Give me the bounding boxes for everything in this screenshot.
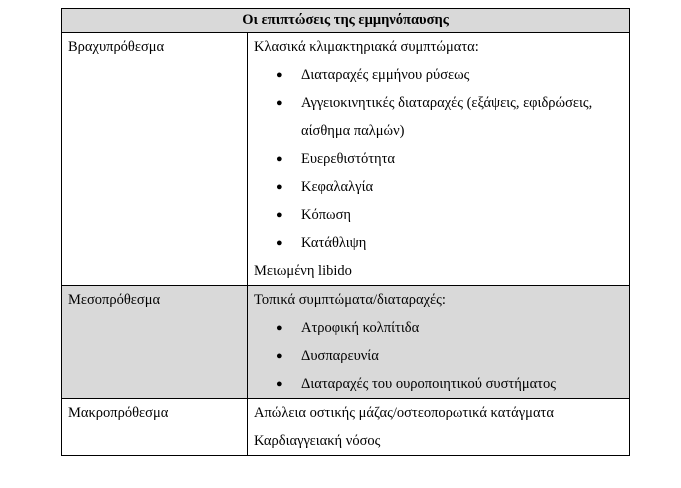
list-item [254,370,623,398]
bullet-icon: ● [276,350,283,362]
list-item-text: Κατάθλιψη [301,235,367,251]
term-cell: Βραχυπρόθεσμα [62,33,248,286]
term-cell: Μεσοπρόθεσμα [62,286,248,399]
table-row-short-term [62,33,630,286]
symptom-list [254,61,623,257]
list-item [254,201,623,229]
list-item [254,229,623,257]
table-row-mid-term [62,286,630,399]
list-item [254,314,623,342]
bullet-icon: ● [276,69,283,81]
description-line: Απώλεια οστικής μάζας/οστεοπορωτικά κατάγματα [254,405,554,421]
list-item [254,61,623,89]
description-cell [248,399,630,456]
menopause-effects-table [61,8,630,456]
list-item-text: Κόπωση [301,207,351,223]
list-item-text: Κεφαλαλγία [301,179,374,195]
list-item-text: Ατροφική κολπίτιδα [301,320,420,336]
list-item-text: Ευερεθιστότητα [301,151,396,167]
description-cell [248,33,630,286]
description-outro: Μειωμένη libido [254,263,352,279]
bullet-icon: ● [276,181,283,193]
description-line: Καρδιαγγειακή νόσος [254,433,381,449]
list-item-text: Δυσπαρευνία [301,348,379,364]
list-item [254,173,623,201]
bullet-icon: ● [276,153,283,165]
table-header-row [62,9,630,33]
bullet-icon: ● [276,237,283,249]
table-title: Οι επιπτώσεις της εμμηνόπαυσης [62,9,630,33]
list-item-text: Αγγειοκινητικές διαταραχές (εξάψεις, εφιδρώσεις, αίσθημα παλμών) [301,95,593,139]
bullet-icon: ● [276,97,283,109]
list-item [254,89,623,145]
description-intro: Κλασικά κλιμακτηριακά συμπτώματα: [254,39,479,55]
term-cell: Μακροπρόθεσμα [62,399,248,456]
list-item [254,342,623,370]
list-item [254,145,623,173]
symptom-list [254,314,623,398]
table-row-long-term [62,399,630,456]
bullet-icon: ● [276,322,283,334]
bullet-icon: ● [276,378,283,390]
list-item-text: Διαταραχές του ουροποιητικού συστήματος [301,376,557,392]
description-cell [248,286,630,399]
bullet-icon: ● [276,209,283,221]
list-item-text: Διαταραχές εμμήνου ρύσεως [301,67,470,83]
description-intro: Τοπικά συμπτώματα/διαταραχές: [254,292,446,308]
